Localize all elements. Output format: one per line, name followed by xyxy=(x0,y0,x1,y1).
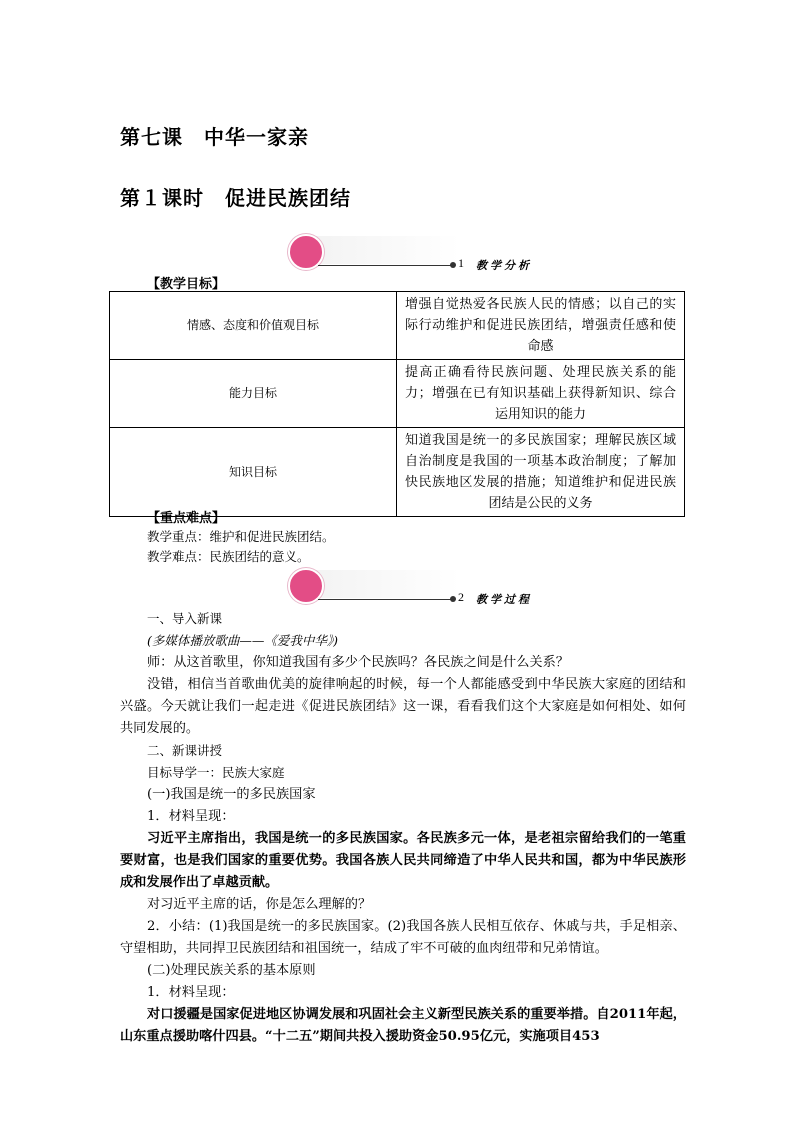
table-row xyxy=(110,360,685,428)
goal-value: 增强自觉热爱各民族人民的情感；以自己的实际行动维护和促进民族团结，增强责任感和使命感 xyxy=(397,292,685,360)
teaching-difficulty: 教学难点：民族团结的意义。 xyxy=(147,549,310,564)
quote-two: 对口援疆是国家促进地区协调发展和巩固社会主义新型民族关系的重要举措。自2011年起，山东重点援助喀什四县。“十二五”期间共投入援助资金50.95亿元，实施项目453 xyxy=(120,1007,686,1044)
subheading-two: (二)处理民族关系的基本原则 xyxy=(147,963,316,978)
banner-label: 教学分析 xyxy=(476,259,532,272)
question-one: 对习近平主席的话，你是怎么理解的？ xyxy=(147,897,372,912)
section-banner-process xyxy=(288,568,548,604)
goals-heading: 【教学目标】 xyxy=(147,277,226,292)
table-row xyxy=(110,292,685,360)
new-lesson-heading: 二、新课讲授 xyxy=(147,743,223,758)
goals-table xyxy=(109,291,685,517)
banner-number: 2 xyxy=(458,590,464,604)
subheading-one: (一)我国是统一的多民族国家 xyxy=(147,787,316,802)
banner-number: 1 xyxy=(458,256,464,270)
summary-one: 2．小结：(1)我国是统一的多民族国家。(2)我国各族人民相互依存、休戚与共，手足相亲、守望相助，共同捍卫民族团结和祖国统一，结成了牢不可破的血肉纽带和兄弟情谊。 xyxy=(120,919,686,956)
intro-heading: 一、导入新课 xyxy=(147,611,223,626)
period-title: 第１课时 促进民族团结 xyxy=(120,186,351,210)
quote-one: 习近平主席指出，我国是统一的多民族国家。各民族多元一体，是老祖宗留给我们的一笔重要财富，也是我们国家的重要优势。我国各族人民共同缔造了中华人民共和国，都为中华民族形成和发展作出了卓越贡献。 xyxy=(120,831,686,890)
material-label-two: 1．材料呈现： xyxy=(147,985,235,1000)
lesson-title: 第七课 中华一家亲 xyxy=(120,125,309,149)
teacher-question: 师：从这首歌里，你知道我国有多少个民族吗？各民族之间是什么关系？ xyxy=(147,655,569,670)
goal-value: 提高正确看待民族问题、处理民族关系的能力；增强在已有知识基础上获得新知识、综合运用知识的能力 xyxy=(397,360,685,428)
teaching-focus: 教学重点：维护和促进民族团结。 xyxy=(147,529,335,544)
banner-label: 教学过程 xyxy=(476,593,532,606)
intro-note: (多媒体播放歌曲——《爱我中华》) xyxy=(147,633,339,648)
section-banner-analysis xyxy=(288,234,548,270)
goal-key: 情感、态度和价值观目标 xyxy=(110,292,397,360)
goal-key: 知识目标 xyxy=(110,428,397,517)
key-points-heading: 【重点难点】 xyxy=(147,511,226,526)
goal-value: 知道我国是统一的多民族国家；理解民族区域自治制度是我国的一项基本政治制度；了解加快民族地区发展的措施；知道维护和促进民族团结是公民的义务 xyxy=(397,428,685,517)
table-row xyxy=(110,428,685,517)
teaching-process xyxy=(120,608,686,1048)
material-label-one: 1．材料呈现： xyxy=(147,809,235,824)
goal-one: 目标导学一：民族大家庭 xyxy=(147,765,285,780)
goal-key: 能力目标 xyxy=(110,360,397,428)
intro-paragraph: 没错，相信当首歌曲优美的旋律响起的时候，每一个人都能感受到中华民族大家庭的团结和兴盛。今天就让我们一起走进《促进民族团结》这一课，看看我们这个大家庭是如何相处、如何共同发展的。 xyxy=(120,677,686,736)
